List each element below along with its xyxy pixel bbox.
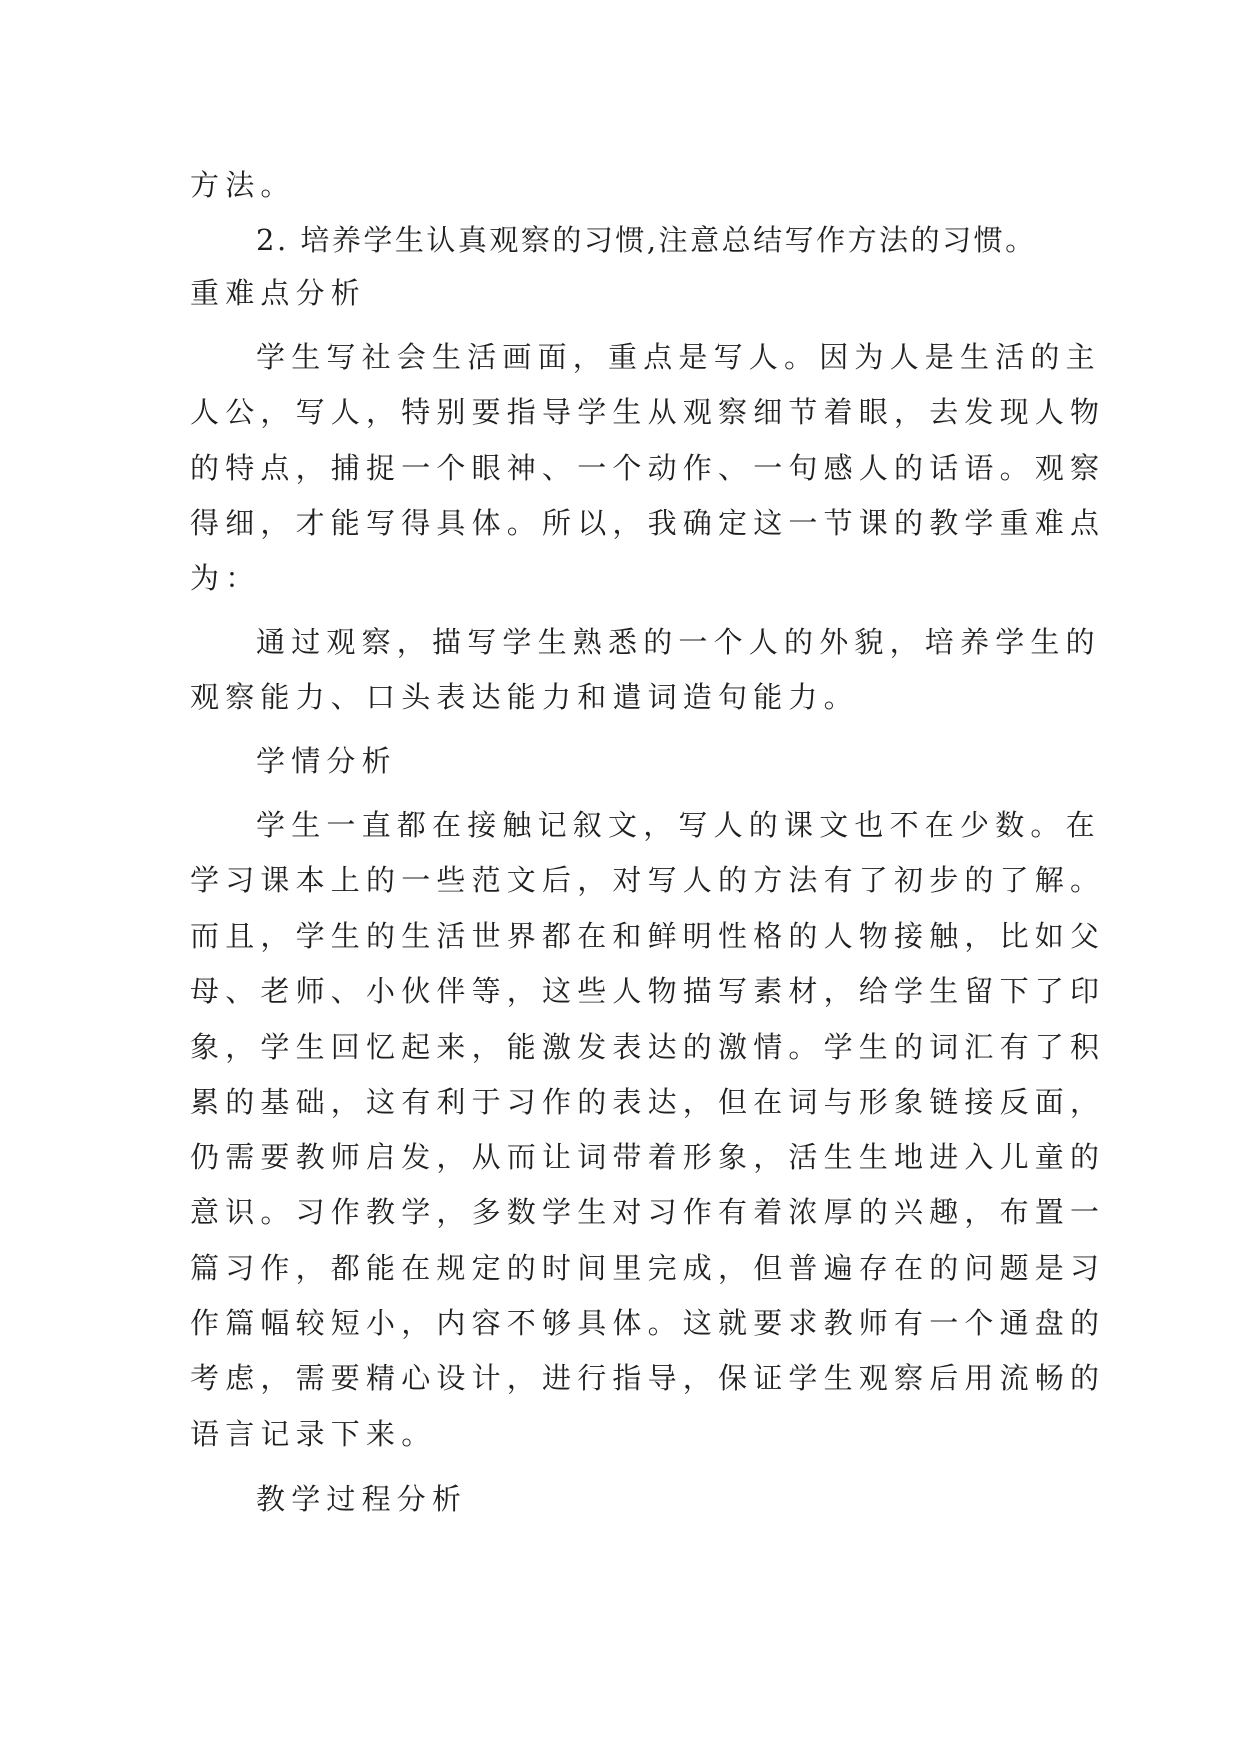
text-line: 的特点，捕捉一个眼神、一个动作、一句感人的话语。观察 bbox=[190, 451, 1106, 485]
text-line: 学生一直都在接触记叙文，写人的课文也不在少数。在 bbox=[256, 808, 1101, 842]
text-line: 学生写社会生活画面，重点是写人。因为人是生活的主 bbox=[256, 340, 1101, 374]
text-line: 为： bbox=[190, 561, 261, 595]
text-line: 仍需要教师启发，从而让词带着形象，活生生地进入儿童的 bbox=[190, 1140, 1106, 1174]
text-line: 作篇幅较短小，内容不够具体。这就要求教师有一个通盘的 bbox=[190, 1306, 1106, 1340]
text-line: 观察能力、口头表达能力和遣词造句能力。 bbox=[190, 680, 859, 714]
text-line: 方法。 bbox=[190, 168, 296, 202]
text-line: 人公，写人，特别要指导学生从观察细节着眼，去发现人物 bbox=[190, 395, 1106, 429]
text-line: 象，学生回忆起来，能激发表达的激情。学生的词汇有了积 bbox=[190, 1030, 1106, 1064]
text-line: 意识。习作教学，多数学生对习作有着浓厚的兴趣，布置一 bbox=[190, 1195, 1106, 1229]
section-heading: 重难点分析 bbox=[190, 276, 367, 310]
text-line: 语言记录下来。 bbox=[190, 1417, 437, 1451]
text-line: 篇习作，都能在规定的时间里完成，但普遍存在的问题是习 bbox=[190, 1251, 1106, 1285]
text-line: 学习课本上的一些范文后，对写人的方法有了初步的了解。 bbox=[190, 863, 1106, 897]
text-line: 得细，才能写得具体。所以，我确定这一节课的教学重难点 bbox=[190, 506, 1106, 540]
text-line: 累的基础，这有利于习作的表达，但在词与形象链接反面， bbox=[190, 1085, 1106, 1119]
text-line: 2. 培养学生认真观察的习惯,注意总结写作方法的习惯。 bbox=[256, 223, 1037, 257]
section-heading: 教学过程分析 bbox=[256, 1482, 468, 1516]
text-line: 通过观察，描写学生熟悉的一个人的外貌，培养学生的 bbox=[256, 625, 1101, 659]
text-line: 而且，学生的生活世界都在和鲜明性格的人物接触，比如父 bbox=[190, 919, 1106, 953]
section-heading: 学情分析 bbox=[256, 744, 397, 778]
text-line: 母、老师、小伙伴等，这些人物描写素材，给学生留下了印 bbox=[190, 974, 1106, 1008]
text-line: 考虑，需要精心设计，进行指导，保证学生观察后用流畅的 bbox=[190, 1361, 1106, 1395]
